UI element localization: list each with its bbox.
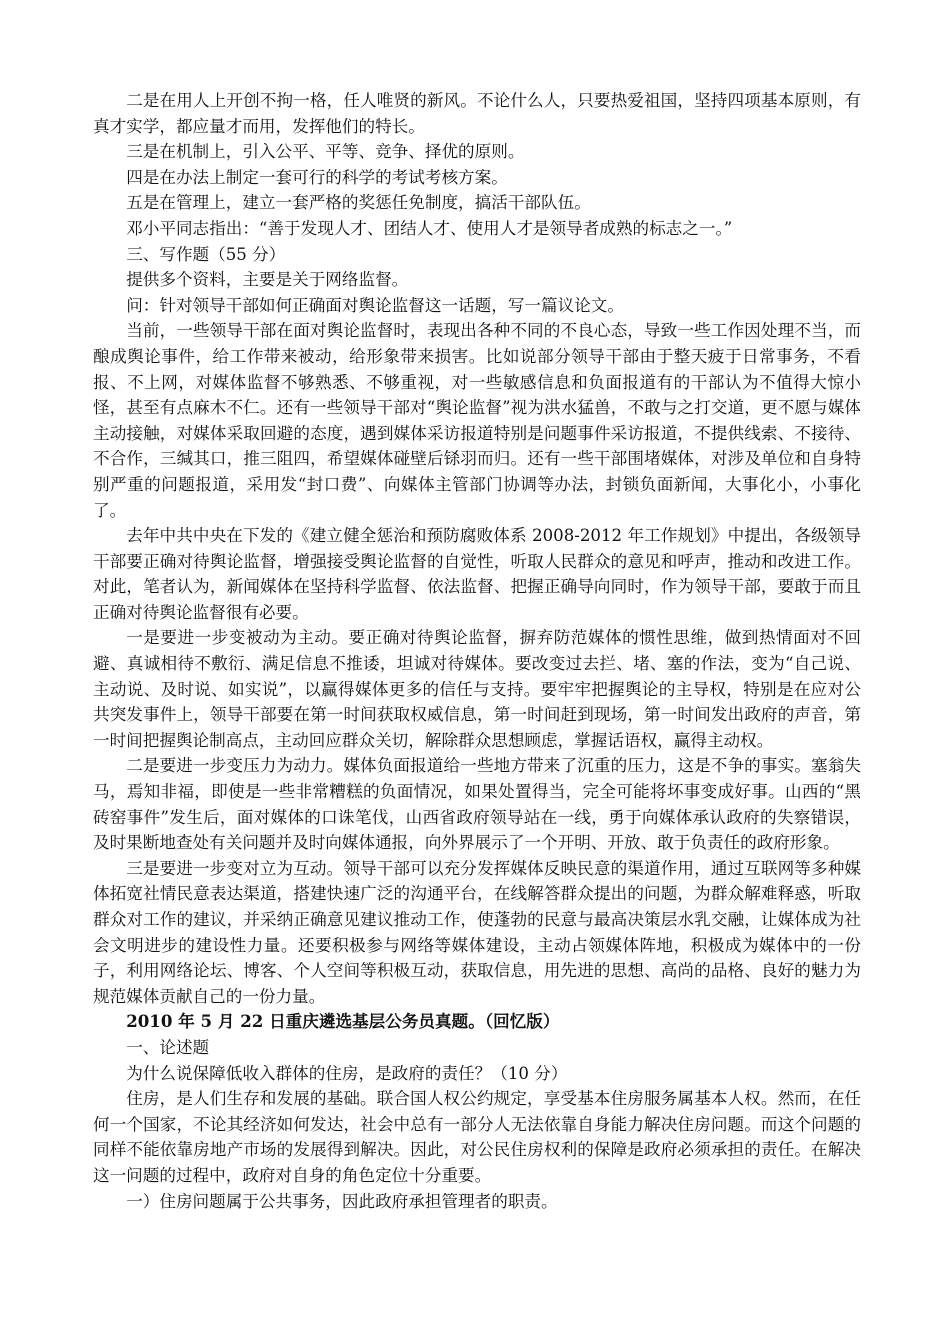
paragraph: 一是要进一步变被动为主动。要正确对待舆论监督，摒弃防范媒体的惯性思维，做到热情面对不回避、真诚相待不敷衍、满足信息不推诿，坦诚对待媒体。要改变过去拦、堵、塞的作法，变为“自己说、主动说、及时说、如实说”，以赢得媒体更多的信任与支持。要牢牢把握舆论的主导权，特别是在应对公共突发事件上，领导干部要在第一时间获取权威信息，第一时间赶到现场，第一时间发出政府的声音，第一时间把握舆论制高点，主动回应群众关切，解除群众思想顾虑，掌握话语权，赢得主动权。	[93, 628, 861, 750]
document-page	[93, 88, 861, 1214]
paragraph: 三是要进一步变对立为互动。领导干部可以充分发挥媒体反映民意的渠道作用，通过互联网等多种媒体拓宽社情民意表达渠道，搭建快速广泛的沟通平台，在线解答群众提出的问题，为群众解难释惑，听取群众对工作的建议，并采纳正确意见建议推动工作，使蓬勃的民意与最高决策层水乳交融，让媒体成为社会文明进步的建设性力量。还要积极参与网络等媒体建设，主动占领媒体阵地，积极成为媒体中的一份子，利用网络论坛、博客、个人空间等积极互动，获取信息，用先进的思想、高尚的品格、良好的魅力为规范媒体贡献自己的一份力量。	[93, 858, 861, 1006]
paragraph: 住房，是人们生存和发展的基础。联合国人权公约规定，享受基本住房服务属基本人权。然而，在任何一个国家，不论其经济如何发达，社会中总有一部分人无法依靠自身能力解决住房问题。而这个问题的同样不能依靠房地产市场的发展得到解决。因此，对公民住房权利的保障是政府必须承担的责任。在解决这一问题的过程中，政府对自身的角色定位十分重要。	[93, 1089, 861, 1185]
paragraph: 五是在管理上，建立一套严格的奖惩任免制度，搞活干部队伍。	[126, 193, 591, 213]
exam-title: 2010 年 5 月 22 日重庆遴选基层公务员真题。（回忆版）	[126, 1011, 560, 1032]
paragraph: 问：针对领导干部如何正确面对舆论监督这一话题，写一篇议论文。	[126, 295, 624, 315]
paragraph: 为什么说保障低收入群体的住房，是政府的责任？（10 分）	[126, 1063, 568, 1083]
paragraph: 一）住房问题属于公共事务，因此政府承担管理者的职责。	[126, 1191, 558, 1211]
paragraph: 三是在机制上，引入公平、平等、竞争、择优的原则。	[126, 142, 525, 162]
section-heading: 三、写作题（55 分）	[126, 244, 286, 264]
paragraph: 去年中共中央在下发的《建立健全惩治和预防腐败体系 2008-2012 年工作规划》中提出，各级领导干部要正确对待舆论监督，增强接受舆论监督的自觉性，听取人民群众的意见和呼声，推动和改进工作。对此，笔者认为，新闻媒体在坚持科学监督、依法监督、把握正确导向同时，作为领导干部，要敢于而且正确对待舆论监督很有必要。	[93, 526, 861, 622]
paragraph: 提供多个资料，主要是关于网络监督。	[126, 270, 409, 290]
paragraph: 当前，一些领导干部在面对舆论监督时，表现出各种不同的不良心态，导致一些工作因处理不当，而酿成舆论事件，给工作带来被动，给形象带来损害。比如说部分领导干部由于整天疲于日常事务，不看报、不上网，对媒体监督不够熟悉、不够重视，对一些敏感信息和负面报道有的干部认为不值得大惊小怪，甚至有点麻木不仁。还有一些领导干部对“舆论监督”视为洪水猛兽，不敢与之打交道，更不愿与媒体主动接触，对媒体采取回避的态度，遇到媒体采访报道特别是问题事件采访报道，不提供线索、不接待、不合作，三缄其口，推三阻四，希望媒体碰壁后铩羽而归。还有一些干部围堵媒体，对涉及单位和自身特别严重的问题报道，采用发“封口费”、向媒体主管部门协调等办法，封锁负面新闻，大事化小，小事化了。	[93, 321, 861, 520]
paragraph: 二是在用人上开创不拘一格，任人唯贤的新风。不论什么人，只要热爱祖国，坚持四项基本原则，有真才实学，都应量才而用，发挥他们的特长。	[93, 91, 861, 136]
section-heading: 一、论述题	[126, 1037, 210, 1057]
paragraph: 二是要进一步变压力为动力。媒体负面报道给一些地方带来了沉重的压力，这是不争的事实。塞翁失马，焉知非福，即使是一些非常糟糕的负面情况，如果处置得当，完全可能将坏事变成好事。山西的“黑砖窑事件”发生后，面对媒体的口诛笔伐，山西省政府领导站在一线，勇于向媒体承认政府的失察错误，及时果断地查处有关问题并及时向媒体通报，向外界展示了一个开明、开放、敢于负责任的政府形象。	[93, 756, 861, 853]
paragraph: 四是在办法上制定一套可行的科学的考试考核方案。	[126, 167, 508, 187]
paragraph: 邓小平同志指出：“善于发现人才、团结人才、使用人才是领导者成熟的标志之一。”	[126, 218, 733, 238]
